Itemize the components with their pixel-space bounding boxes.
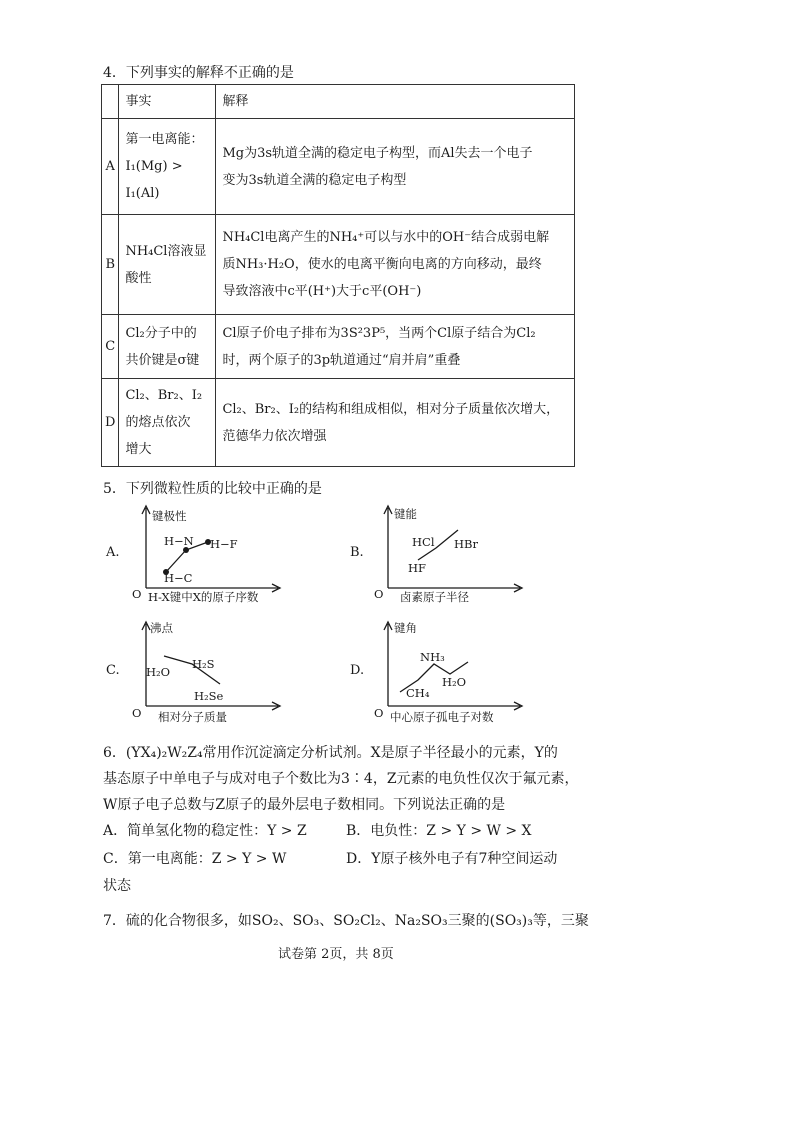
graph-d-option-label: D. (350, 663, 365, 678)
graph-d (370, 616, 550, 728)
explain-line: 质NH₃·H₂O，使水的电离平衡向电离的方向移动，最终 (222, 257, 542, 272)
table-header-row (102, 85, 575, 119)
graph-b-point-label: HCl (412, 535, 435, 549)
row-explain (216, 379, 575, 467)
fact-line: 增大 (125, 442, 152, 457)
row-fact (119, 379, 216, 467)
row-explain (216, 215, 575, 315)
graph-a-origin: O (132, 587, 142, 601)
fact-line: Cl₂、Br₂、I₂ (125, 388, 203, 403)
q6-option-a: A．简单氢化物的稳定性：Y > Z (103, 823, 307, 839)
graph-b-xlabel: 卤素原子半径 (400, 590, 469, 604)
explain-line: Cl原子价电子排布为3S²3P⁵，当两个Cl原子结合为Cl₂ (222, 325, 536, 341)
graph-c-point-label: H₂S (192, 657, 215, 671)
q4-stem: 4．下列事实的解释不正确的是 (103, 65, 294, 81)
table-row (102, 379, 575, 467)
graph-d-point-label: H₂O (442, 675, 467, 689)
row-explain (216, 119, 575, 215)
graph-a-ylabel: 键极性 (152, 509, 187, 523)
header-fact: 事实 (119, 85, 216, 119)
row-label: C (102, 315, 119, 379)
graph-c-point-label: H₂Se (194, 689, 224, 703)
graph-c-xlabel: 相对分子质量 (158, 710, 227, 724)
row-fact (119, 119, 216, 215)
graph-d-ylabel: 键角 (394, 621, 417, 635)
q6-stem-line-3: W原子电子总数与Z原子的最外层电子数相同。下列说法正确的是 (103, 797, 506, 813)
q6-option-d-continued: 状态 (103, 878, 131, 894)
graph-c-option-label: C. (106, 663, 120, 678)
graph-b-point-label: HBr (454, 537, 478, 551)
explain-line: 时，两个原子的3p轨道通过“肩并肩”重叠 (222, 352, 461, 368)
graph-a-point-label: H−F (210, 537, 238, 551)
q7-stem: 7．硫的化合物很多，如SO₂、SO₃、SO₂Cl₂、Na₂SO₃三聚的(SO₃)₃等，三聚 (103, 913, 589, 929)
q6-option-c: C．第一电离能：Z > Y > W (103, 851, 287, 867)
fact-line: 的熔点依次 (125, 415, 191, 430)
graph-a (128, 500, 308, 610)
fact-line: Cl₂分子中的 (125, 325, 197, 341)
q6-option-d: D．Y原子核外电子有7种空间运动 (346, 851, 558, 867)
graph-c-point-label: H₂O (146, 665, 171, 679)
fact-line: I₁(Al) (125, 186, 160, 201)
graph-b-ylabel: 键能 (394, 507, 417, 521)
graph-a-point-label: H−C (164, 571, 193, 585)
row-fact (119, 215, 216, 315)
graph-b-origin: O (374, 587, 384, 601)
explain-line: Cl₂、Br₂、I₂的结构和组成相似，相对分子质量依次增大， (222, 401, 560, 417)
q6-option-b: B．电负性：Z > Y > W > X (346, 823, 532, 839)
graph-c-ylabel: 沸点 (150, 621, 173, 635)
graph-b-option-label: B. (350, 545, 364, 560)
graph-d-point-label: CH₄ (406, 686, 430, 700)
q6-stem-line-1: 6．(YX₄)₂W₂Z₄常用作沉淀滴定分析试剂。X是原子半径最小的元素，Y的 (103, 745, 558, 761)
graph-d-origin: O (374, 706, 384, 720)
graph-c (128, 616, 308, 728)
explain-line: Mg为3s轨道全满的稳定电子构型，而Al失去一个电子 (222, 145, 533, 161)
graph-c-origin: O (132, 706, 142, 720)
page-footer: 试卷第 2页，共 8页 (278, 947, 394, 962)
fact-line: NH₄Cl溶液显 (125, 243, 207, 259)
fact-line: 共价键是σ键 (125, 352, 200, 368)
explain-line: NH₄Cl电离产生的NH₄⁺可以与水中的OH⁻结合成弱电解 (222, 230, 550, 245)
table-row (102, 315, 575, 379)
graph-d-xlabel: 中心原子孤电子对数 (390, 710, 494, 724)
graph-a-point-label: H−N (164, 534, 194, 548)
graph-a-option-label: A. (106, 545, 120, 560)
header-explain: 解释 (216, 85, 575, 119)
fact-line: 第一电离能： (125, 132, 204, 147)
explain-line: 导致溶液中c平(H⁺)大于c平(OH⁻) (222, 284, 422, 299)
table-row (102, 215, 575, 315)
row-explain (216, 315, 575, 379)
graph-a-xlabel: H-X键中X的原子序数 (148, 590, 259, 604)
graph-b (370, 500, 550, 610)
row-label: D (102, 379, 119, 467)
q4-table (101, 84, 575, 467)
row-label: A (102, 119, 119, 215)
row-label: B (102, 215, 119, 315)
fact-line: 酸性 (125, 270, 152, 286)
graph-b-point-label: HF (408, 561, 427, 575)
table-row (102, 119, 575, 215)
header-label-cell (102, 85, 119, 119)
explain-line: 范德华力依次增强 (222, 428, 327, 444)
q6-stem-line-2: 基态原子中单电子与成对电子个数比为3∶4，Z元素的电负性仅次于氟元素， (103, 771, 579, 787)
graph-d-point-label: NH₃ (420, 650, 445, 664)
row-fact (119, 315, 216, 379)
explain-line: 变为3s轨道全满的稳定电子构型 (222, 172, 407, 188)
fact-line: I₁(Mg) > (125, 159, 183, 174)
q5-stem: 5．下列微粒性质的比较中正确的是 (103, 481, 322, 497)
